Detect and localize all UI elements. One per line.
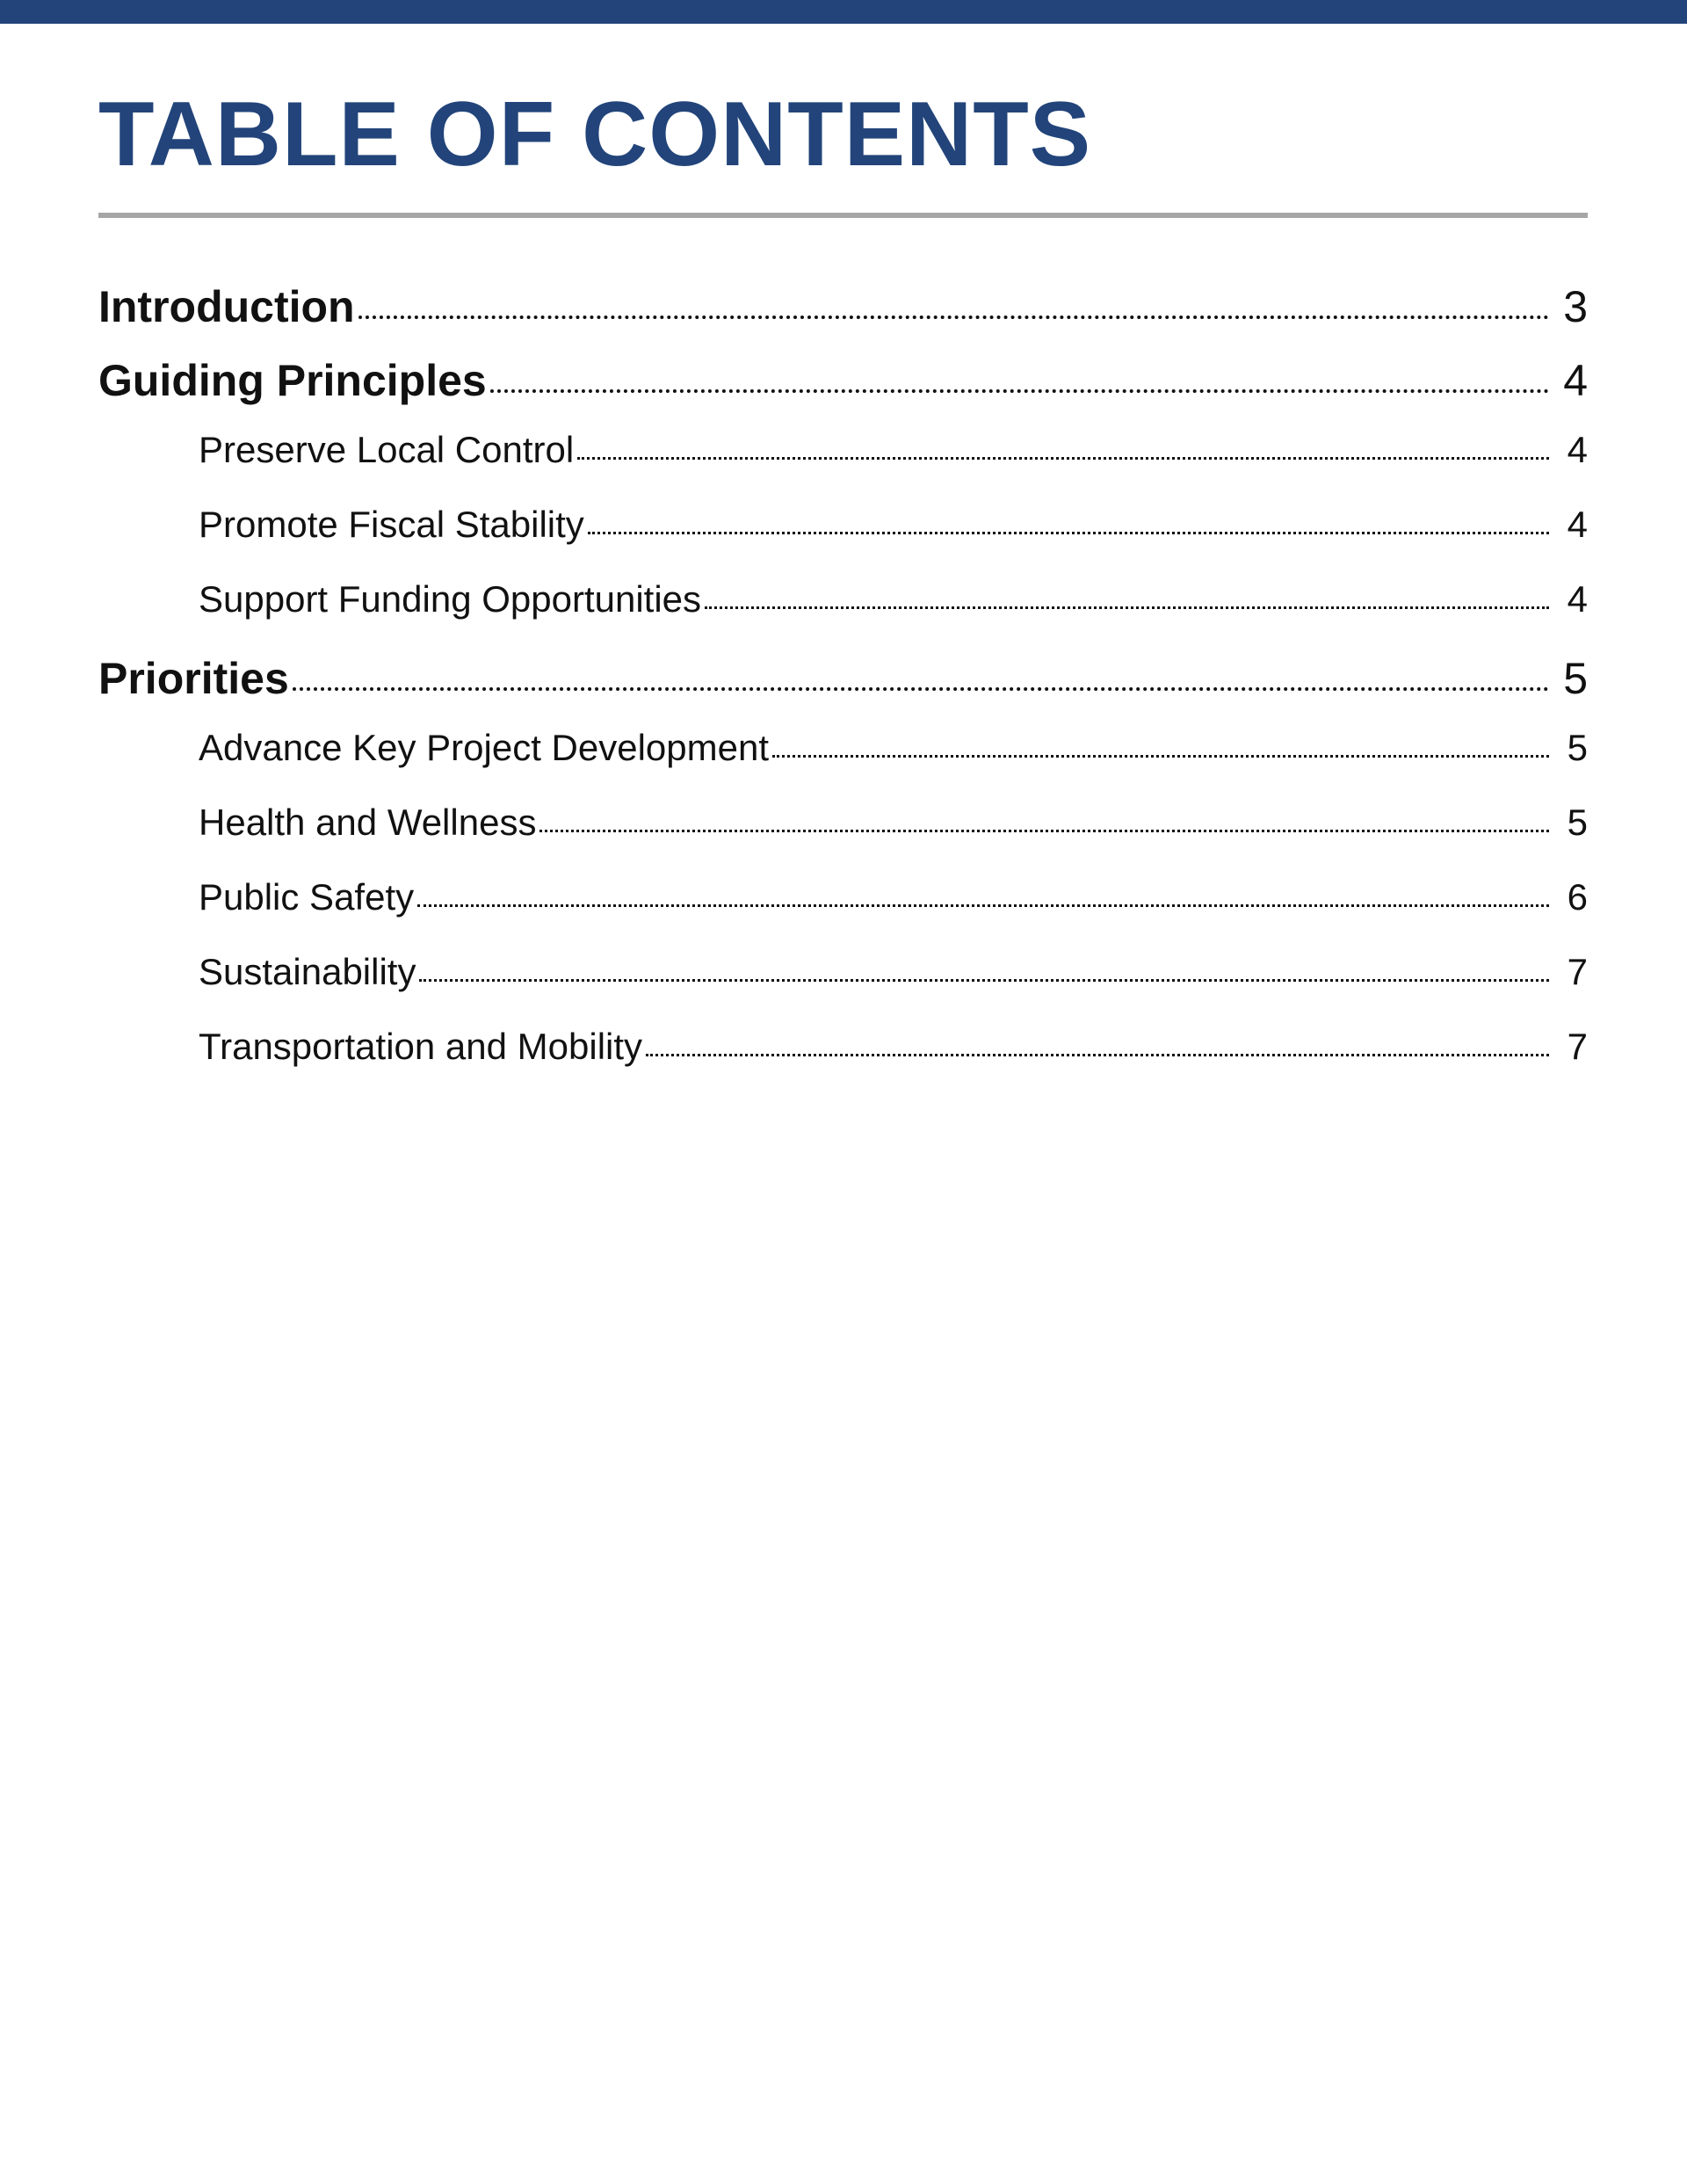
toc-page-number: 7 bbox=[1567, 951, 1588, 992]
dot-leader bbox=[577, 457, 1549, 460]
toc-entry-introduction[interactable] bbox=[98, 281, 1588, 355]
title-divider bbox=[98, 213, 1588, 218]
toc-page-number: 5 bbox=[1563, 654, 1588, 703]
toc-entry-title: Public Safety bbox=[199, 876, 415, 918]
table-of-contents bbox=[98, 281, 1588, 1100]
toc-page-number: 7 bbox=[1567, 1026, 1588, 1067]
toc-entry-title: Priorities bbox=[98, 654, 289, 703]
dot-leader bbox=[490, 389, 1549, 393]
toc-page-number: 4 bbox=[1563, 356, 1588, 405]
toc-entry-priorities[interactable] bbox=[98, 653, 1588, 727]
toc-entry-preserve-local-control[interactable] bbox=[199, 429, 1588, 504]
toc-page-number: 4 bbox=[1567, 504, 1588, 545]
toc-page-number: 5 bbox=[1567, 727, 1588, 768]
toc-entry-title: Preserve Local Control bbox=[199, 429, 575, 470]
toc-entry-title: Health and Wellness bbox=[199, 802, 537, 843]
toc-entry-title: Transportation and Mobility bbox=[199, 1026, 643, 1067]
toc-entry-title: Introduction bbox=[98, 282, 355, 331]
toc-entry-advance-key-project-development[interactable] bbox=[199, 727, 1588, 802]
toc-entry-sustainability[interactable] bbox=[199, 951, 1588, 1026]
toc-entry-promote-fiscal-stability[interactable] bbox=[199, 504, 1588, 578]
toc-entry-title: Sustainability bbox=[199, 951, 416, 992]
dot-leader bbox=[293, 687, 1549, 691]
dot-leader bbox=[358, 316, 1549, 319]
toc-entry-public-safety[interactable] bbox=[199, 876, 1588, 951]
dot-leader bbox=[539, 830, 1549, 832]
toc-entry-support-funding-opportunities[interactable] bbox=[199, 578, 1588, 653]
toc-page-number: 4 bbox=[1567, 578, 1588, 620]
page-title: TABLE OF CONTENTS bbox=[98, 83, 1092, 185]
toc-page-number: 4 bbox=[1567, 429, 1588, 470]
toc-entry-guiding-principles[interactable] bbox=[98, 355, 1588, 429]
dot-leader bbox=[419, 979, 1549, 982]
dot-leader bbox=[588, 532, 1549, 534]
toc-entry-title: Promote Fiscal Stability bbox=[199, 504, 584, 545]
toc-entry-title: Support Funding Opportunities bbox=[199, 578, 702, 620]
dot-leader bbox=[646, 1054, 1549, 1056]
toc-page-number: 5 bbox=[1567, 802, 1588, 843]
dot-leader bbox=[772, 755, 1549, 758]
dot-leader bbox=[417, 904, 1549, 907]
toc-entry-title: Advance Key Project Development bbox=[199, 727, 770, 768]
toc-page-number: 3 bbox=[1563, 282, 1588, 331]
toc-entry-transportation-and-mobility[interactable] bbox=[199, 1026, 1588, 1100]
header-accent-bar bbox=[0, 0, 1687, 24]
toc-page-number: 6 bbox=[1567, 876, 1588, 918]
toc-entry-title: Guiding Principles bbox=[98, 356, 487, 405]
dot-leader bbox=[705, 606, 1549, 609]
toc-entry-health-and-wellness[interactable] bbox=[199, 802, 1588, 876]
